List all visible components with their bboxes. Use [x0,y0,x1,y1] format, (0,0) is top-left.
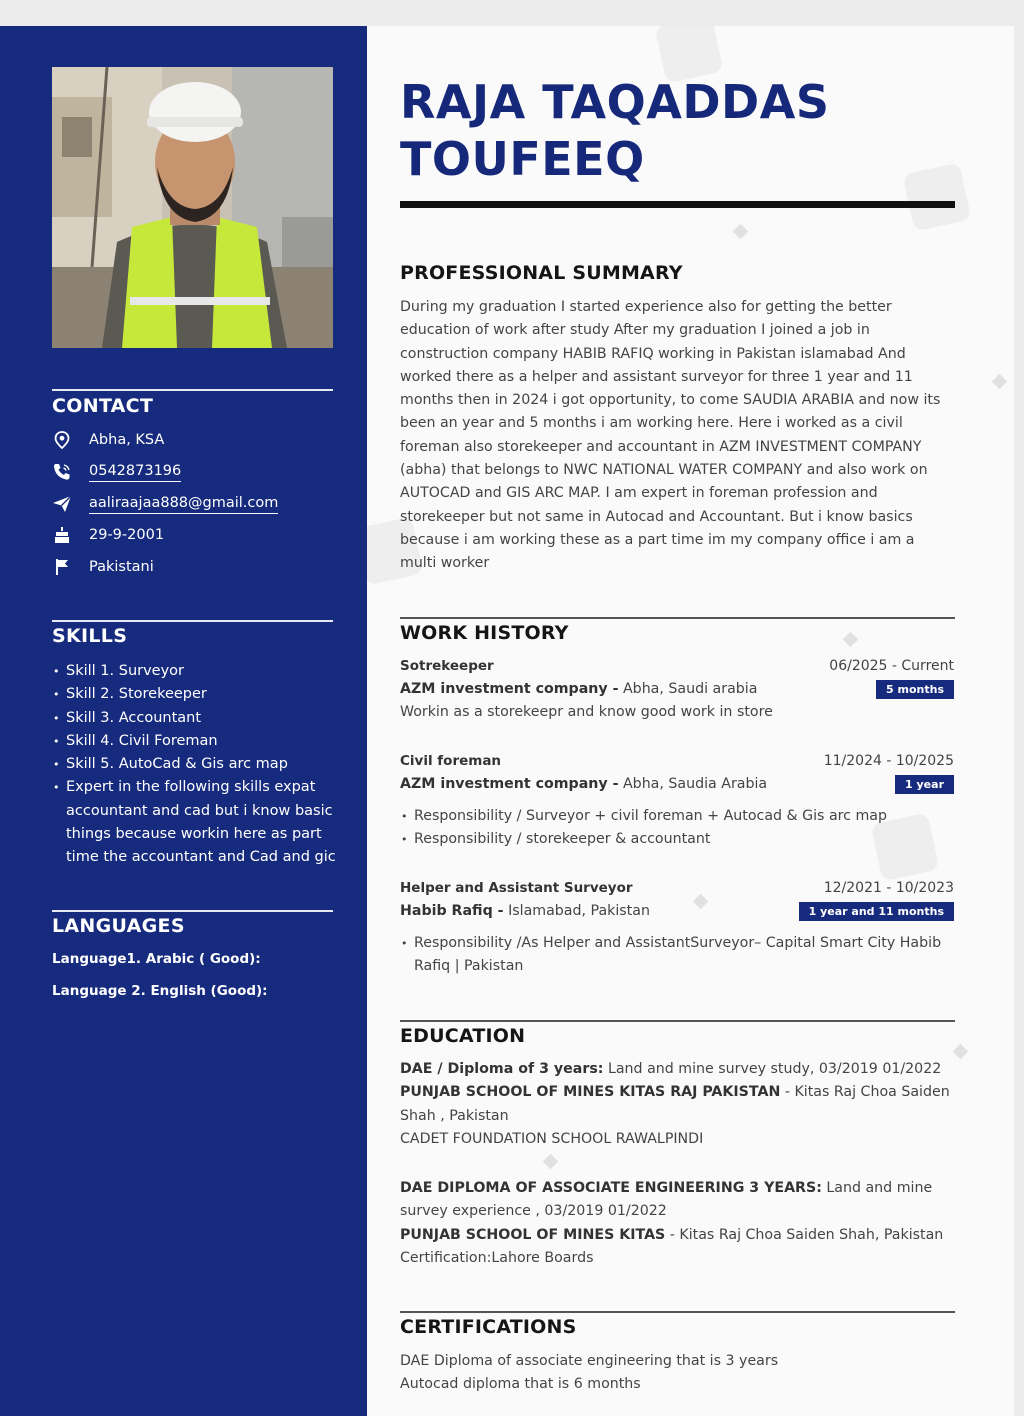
degree-title: DAE DIPLOMA OF ASSOCIATE ENGINEERING 3 YEARS: [400,1180,822,1196]
skill-item: • Skill 5. AutoCad & Gis arc map [52,753,337,776]
skill-item: • Skill 2. Storekeeper [52,683,337,706]
school-location: - Kitas Raj Choa Saiden Shah , Pakistan [400,1084,950,1124]
name-line-2: TOUFEEQ [400,132,645,186]
certifications-heading: CERTIFICATIONS [400,1316,577,1338]
languages-divider [52,910,333,912]
job-description: Workin as a storekeepr and know good work in store [400,704,773,720]
send-icon [52,494,72,514]
school-name: PUNJAB SCHOOL OF MINES KITAS RAJ PAKISTAN [400,1084,781,1101]
profile-photo-image [52,67,333,348]
company-location: Islamabad, Pakistan [503,903,650,919]
location-text: Abha, KSA [89,432,165,448]
skills-list [52,660,337,870]
contact-phone[interactable] [52,460,181,484]
job-title: Civil foreman [400,753,502,769]
education-degree [400,1177,955,1224]
skill-item: • Skill 1. Surveyor [52,660,337,683]
contact-divider [52,389,333,391]
skill-item: • Skill 3. Accountant [52,707,337,730]
language-item: Language1. Arabic ( Good): [52,951,261,967]
education-school [400,1081,955,1128]
work-heading: WORK HISTORY [400,622,569,644]
school-location: - Kitas Raj Choa Saiden Shah, Pakistan [665,1226,944,1243]
education-entry [400,1177,955,1270]
job-company [400,681,757,697]
profile-photo [52,67,333,348]
watermark-dot [693,894,709,910]
flag-icon [52,557,72,577]
job-dates: 11/2024 - 10/2025 [823,753,954,769]
responsibility-item: • Responsibility / storekeeper & accountant [400,828,955,851]
job-dates: 12/2021 - 10/2023 [823,880,954,896]
company-location: Abha, Saudia Arabia [618,776,768,792]
dob-text: 29-9-2001 [89,527,165,543]
education-heading: EDUCATION [400,1025,526,1047]
watermark-dot [992,374,1008,390]
education-entry [400,1058,955,1151]
education-degree [400,1058,955,1081]
watermark-dot [953,1044,969,1060]
skill-item: • Expert in the following skills expat accountant and cad but i know basic things because workin here as part time the accountant and Cad and gic [52,776,337,869]
education-school [400,1224,955,1247]
company-name: AZM investment company - [400,776,619,792]
contact-heading: CONTACT [52,395,154,417]
responsibility-item: • Responsibility / Surveyor + civil foreman + Autocad & Gis arc map [400,805,955,828]
duration-badge: 1 year [895,775,954,794]
nationality-text: Pakistani [89,559,154,575]
language-item: Language 2. English (Good): [52,983,268,999]
sidebar [0,26,367,1416]
job-title: Helper and Assistant Surveyor [400,880,633,896]
duration-badge: 5 months [876,680,954,699]
company-name: Habib Rafiq - [400,903,504,919]
job-company [400,903,650,919]
skill-item: • Skill 4. Civil Foreman [52,730,337,753]
phone-link[interactable]: 0542873196 [89,463,181,482]
summary-text: During my graduation I started experience also for getting the better education of work after study After my graduation I joined a job in construction company HABIB RAFIQ working in Pakistan islamabad And worked there as a helper and assistant surveyor for three 1 year and 11 months then in 2024 i got opportunity, to come SAUDIA ARABIA and now its been an year and 5 months i am working here. Here i worked as a civil foreman also storekeeper and accountant in AZM INVESTMENT COMPANY (abha) that belongs to NWC NATIONAL WATER COMPANY and also work on AUTOCAD and GIS ARC MAP. I am expert in foreman profession and storekeeper but not same in Autocad and Accountant. But i know basics because i am working these as a part time im my company office i am a multi worker [400,299,941,572]
degree-title: DAE / Diploma of 3 years: [400,1061,604,1077]
contact-dob [52,523,164,547]
watermark-dot [733,224,749,240]
contact-email[interactable] [52,492,278,516]
skills-divider [52,620,333,622]
contact-nationality [52,555,154,579]
job-dates: 06/2025 - Current [829,658,954,674]
name-underline [400,201,955,208]
education-divider [400,1020,955,1022]
languages-heading: LANGUAGES [52,915,185,937]
resume-page [0,26,1014,1416]
candidate-name [400,74,829,188]
job-responsibilities [400,932,955,979]
location-pin-icon [52,430,72,450]
certifications-divider [400,1311,955,1313]
name-line-1: RAJA TAQADDAS [400,75,830,129]
certification-item: Autocad diploma that is 6 months [400,1376,641,1393]
contact-location [52,428,164,452]
job-responsibilities [400,805,955,852]
certifications-list [400,1350,955,1397]
phone-icon [52,462,72,482]
certification-item: DAE Diploma of associate engineering that is 3 years [400,1353,779,1369]
email-link[interactable]: aaliraajaa888@gmail.com [89,495,278,514]
degree-detail: Land and mine survey experience , 03/2019 01/2022 [400,1180,933,1220]
job-company [400,776,767,792]
education-extra: CADET FOUNDATION SCHOOL RAWALPINDI [400,1130,704,1147]
work-divider [400,617,955,619]
watermark-dot [843,632,859,648]
education-extra: Certification:Lahore Boards [400,1249,594,1266]
job-title: Sotrekeeper [400,658,494,674]
cake-icon [52,525,72,545]
summary-heading: PROFESSIONAL SUMMARY [400,262,683,284]
skills-heading: SKILLS [52,625,128,647]
watermark-logo [903,163,972,232]
degree-detail: Land and mine survey study, 03/2019 01/2022 [603,1061,942,1077]
school-name: PUNJAB SCHOOL OF MINES KITAS [400,1226,666,1243]
duration-badge: 1 year and 11 months [799,902,954,921]
company-name: AZM investment company - [400,681,619,697]
responsibility-item: • Responsibility /As Helper and AssistantSurveyor– Capital Smart City Habib Rafiq | Pakistan [400,932,955,979]
watermark-dot [543,1154,559,1170]
company-location: Abha, Saudi arabia [618,681,758,697]
